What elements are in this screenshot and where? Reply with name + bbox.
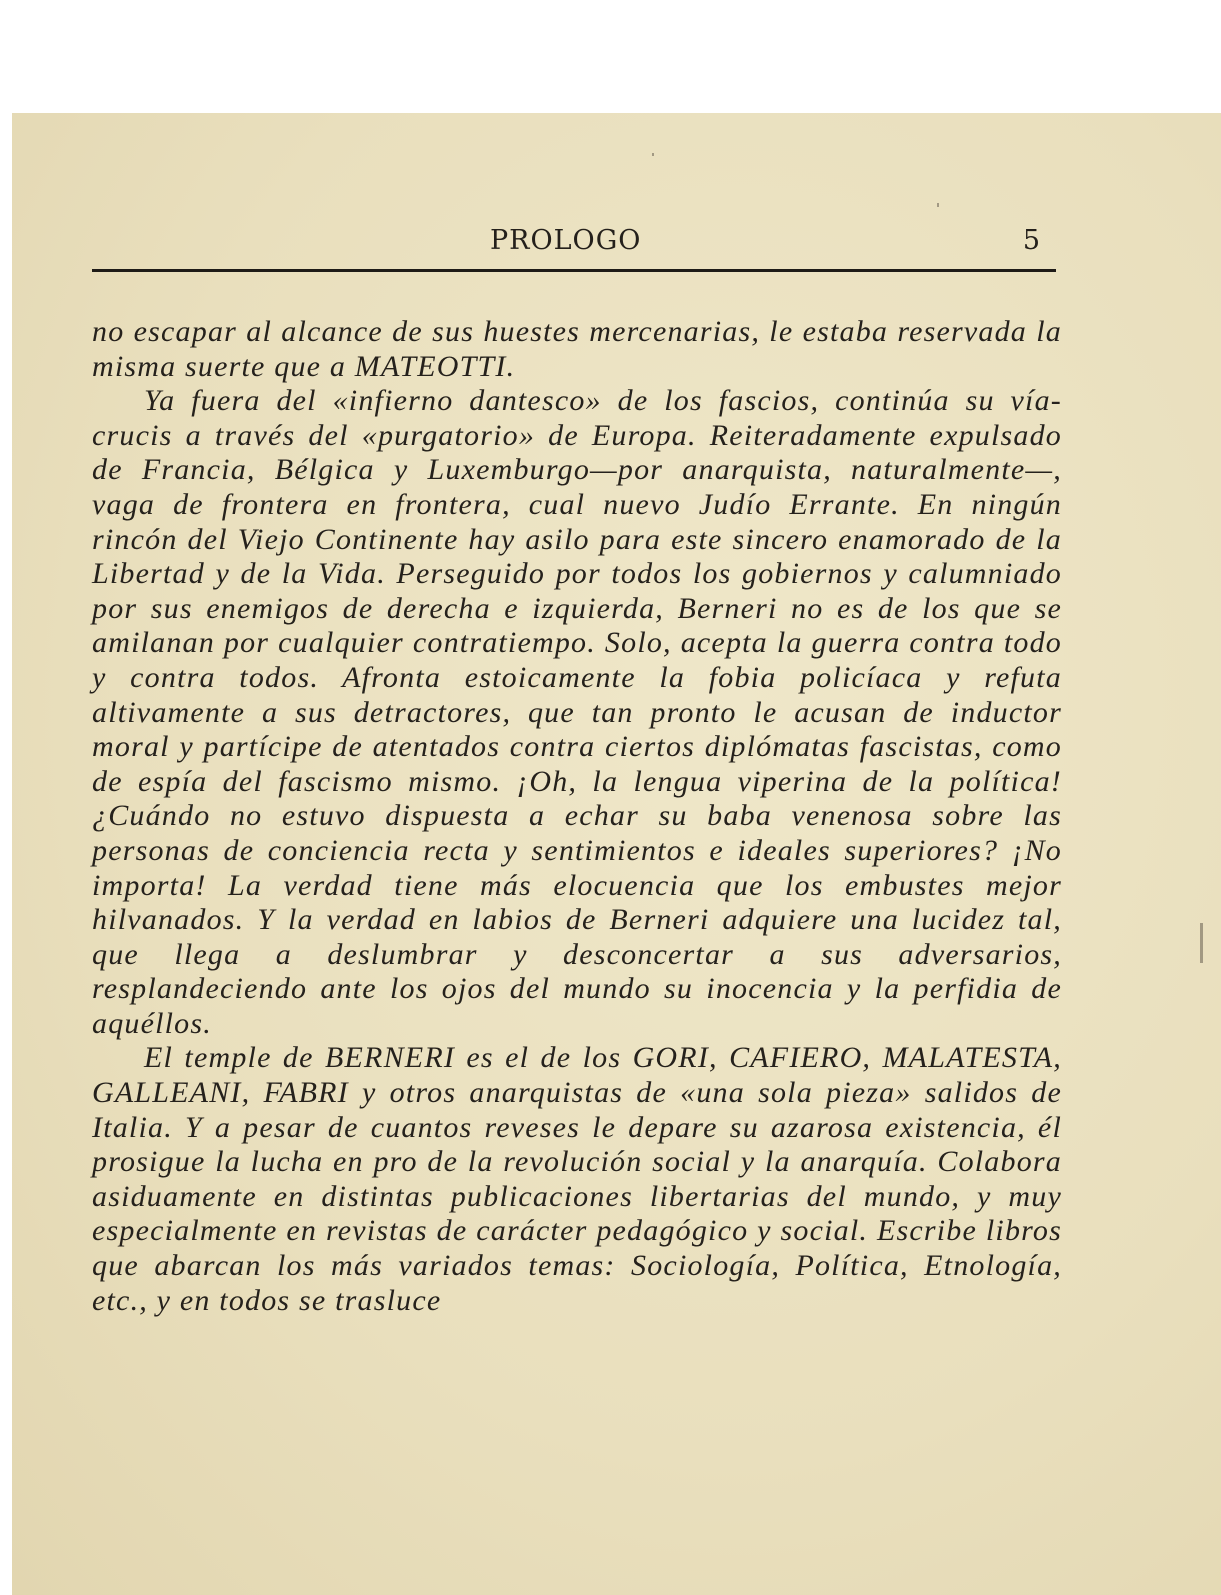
page-header — [92, 221, 1056, 272]
book-page — [12, 113, 1221, 1595]
paper-speck — [1200, 923, 1203, 963]
paragraph: El temple de BERNERI es el de los GORI, CAFIERO, MALATESTA, GALLEANI, FABRI y otros anarquistas de «una sola pieza» salidos de Italia. Y a pesar de cuantos reveses le depare su azarosa existencia, él prosigue la lucha en pro de la revolución social y la anarquía. Colabora asiduamente en distintas publicaciones libertarias del mundo, y muy especialmente en revistas de carácter pedagógico y social. Escribe libros que abarcan los más variados temas: Sociología, Política, Etnología, etc., y en todos se trasluce — [92, 1041, 1062, 1317]
body-text — [92, 315, 1062, 1318]
page-number: 5 — [1022, 225, 1040, 256]
running-title: PROLOGO — [490, 225, 642, 256]
paper-speck — [937, 203, 939, 207]
paragraph-continuation: no escapar al alcance de sus huestes mercenarias, le estaba reservada la misma suerte que a MATEOTTI. — [92, 315, 1062, 383]
paper-speck — [652, 153, 654, 156]
paragraph: Ya fuera del «infierno dantesco» de los fascios, continúa su vía-crucis a través del «purgatorio» de Europa. Reiteradamente expulsado de Francia, Bélgica y Luxemburgo—por anarquista, naturalmente—, vaga de frontera en frontera, cual nuevo Judío Errante. En ningún rincón del Viejo Continente hay asilo para este sincero enamorado de la Libertad y de la Vida. Perseguido por todos los gobiernos y calumniado por sus enemigos de derecha e izquierda, Berneri no es de los que se amilanan por cualquier contratiempo. Solo, acepta la guerra contra todo y contra todos. Afronta estoicamente la fobia policíaca y refuta altivamente a sus detractores, que tan pronto le acusan de inductor moral y partícipe de atentados contra ciertos diplómatas fascistas, como de espía del fascismo mismo. ¡Oh, la lengua viperina de la política! ¿Cuándo no estuvo dispuesta a echar su baba venenosa sobre las personas de conciencia recta y sentimientos e ideales superiores? ¡No importa! La verdad tiene más elocuencia que los embustes mejor hilvanados. Y la verdad en labios de Berneri adquiere una lucidez tal, que llega a deslumbrar y desconcertar a sus adversarios, resplandeciendo ante los ojos del mundo su inocencia y la perfidia de aquéllos. — [92, 384, 1062, 1040]
